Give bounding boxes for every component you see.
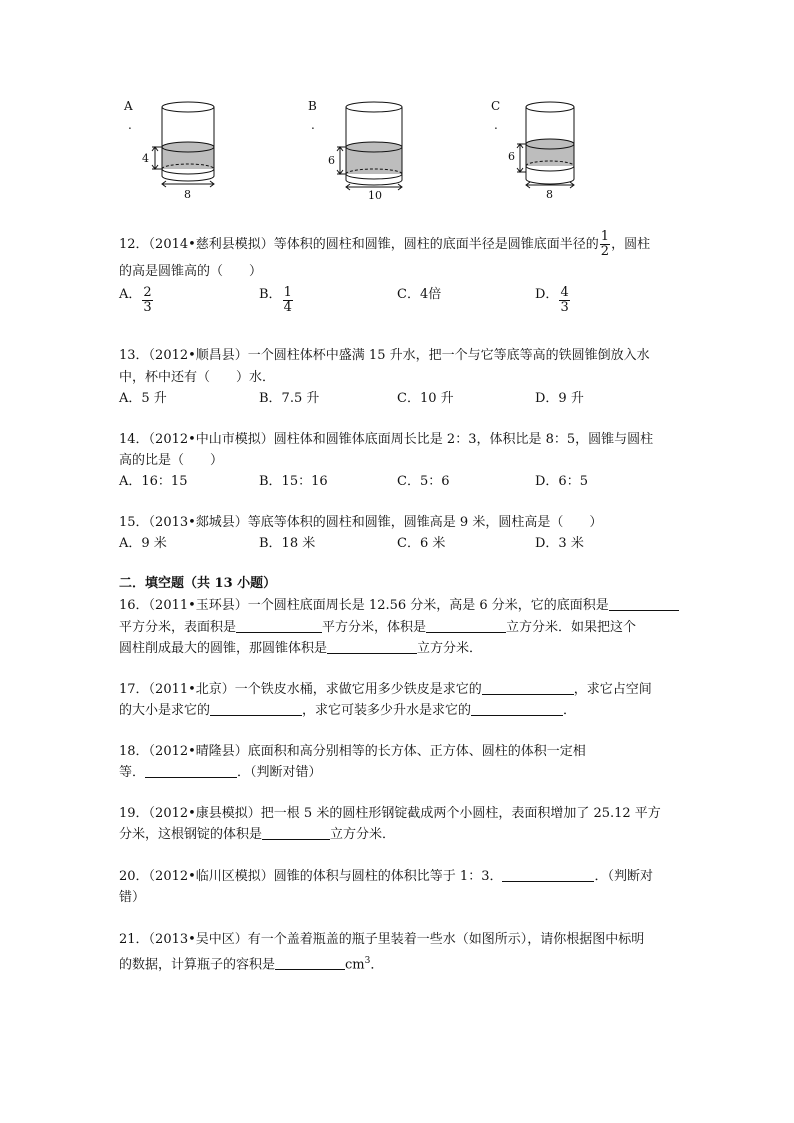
section-fill-in-title: 二．填空题（共 13 小题） (119, 576, 277, 591)
question-16-line-1: 16．（2011•玉环县）一个圆柱底面周长是 12.56 分米，高是 6 分米，它的底面积是 (119, 597, 679, 615)
question-14-line-2: 高的比是（ ） (119, 453, 224, 468)
figure-a-height-label: 4 (142, 152, 149, 165)
question-20-line-2: 错） (119, 890, 146, 905)
q15-option-b[interactable]: B．18 米 (259, 536, 316, 551)
q16-blank-3[interactable] (426, 619, 506, 633)
figure-a-width-label: 8 (184, 188, 191, 201)
question-13-line-2: 中，杯中还有（ ）水． (119, 370, 276, 385)
q14-option-a[interactable]: A．16：15 (119, 474, 188, 489)
q14-option-c[interactable]: C．5：6 (397, 474, 450, 489)
question-17-line-1: 17．（2011•北京）一个铁皮水桶，求做它用多少铁皮是求它的 ，求它占空间 (119, 682, 652, 697)
question-21-line-1: 21．（2013•吴中区）有一个盖着瓶盖的瓶子里装着一些水（如图所示），请你根据图中标明 (119, 932, 645, 947)
q17-blank-2[interactable] (210, 702, 302, 716)
q16-blank-4[interactable] (327, 640, 417, 654)
q17-blank-3[interactable] (471, 702, 563, 716)
question-18-line-1: 18．（2012•晴隆县）底面积和高分别相等的长方体、正方体、圆柱的体积一定相 (119, 744, 586, 759)
figure-b-dot: . (311, 118, 315, 132)
question-19-line-2: 分米，这根钢锭的体积是 立方分米． (119, 827, 396, 842)
figure-c-dot: . (494, 118, 498, 132)
question-12-line-1 (119, 230, 650, 259)
q17-blank-1[interactable] (482, 681, 574, 695)
q18-blank-1[interactable] (145, 764, 237, 778)
question-16-line-2: 平方分米，表面积是 平方分米，体积是 立方分米．如果把这个 (119, 620, 637, 635)
question-16-line-3: 圆柱削成最大的圆锥，那圆锥体积是 立方分米． (119, 641, 483, 656)
q20-blank-1[interactable] (502, 868, 594, 882)
q12-fraction: $\frac{1}{2}$ (600, 229, 610, 259)
q15-option-a[interactable]: A．9 米 (119, 536, 167, 551)
q13-option-a[interactable]: A．5 升 (119, 391, 167, 406)
q12-text-end: ，圆柱 (611, 237, 651, 252)
question-18-line-2: 等． ．（判断对错） (119, 765, 322, 780)
question-19-line-1: 19．（2012•康县模拟）把一根 5 米的圆柱形钢锭截成两个小圆柱，表面积增加了 25.12 平方 (119, 806, 661, 821)
question-15-line-1: 15．（2013•郯城县）等底等体积的圆柱和圆锥，圆锥高是 9 米，圆柱高是（ ） (119, 515, 603, 530)
q13-option-b[interactable]: B．7.5 升 (259, 391, 320, 406)
question-12-line-2: 的高是圆锥高的（ ） (119, 264, 263, 279)
figure-b-letter: B (308, 99, 317, 113)
q16-blank-1[interactable] (609, 597, 679, 611)
q12-option-d[interactable]: D． $\frac{4}{3}$ (535, 285, 569, 315)
q13-option-c[interactable]: C．10 升 (397, 391, 454, 406)
q12-option-c[interactable]: C．4倍 (397, 287, 442, 302)
q12-option-b[interactable]: B． $\frac{1}{4}$ (259, 285, 292, 315)
figure-a-dot: . (128, 118, 132, 132)
question-17-line-2: 的大小是求它的 ，求它可装多少升水是求它的 ． (119, 703, 577, 718)
q15-option-d[interactable]: D．3 米 (535, 536, 584, 551)
q12-text: 12．（2014•慈利县模拟）等体积的圆柱和圆锥，圆柱的底面半径是圆锥底面半径的 (119, 237, 599, 252)
figure-b-width-label: 10 (368, 189, 382, 202)
q19-blank-1[interactable] (262, 826, 330, 840)
question-14-line-1: 14．（2012•中山市模拟）圆柱体和圆锥体底面周长比是 2：3，体积比是 8：5，圆锥与圆柱 (119, 432, 654, 447)
question-13-line-1: 13．（2012•顺昌县）一个圆柱体杯中盛满 15 升水，把一个与它等底等高的铁圆锥倒放入水 (119, 348, 650, 363)
q14-option-d[interactable]: D．6：5 (535, 474, 588, 489)
question-21-line-2: 的数据，计算瓶子的容积是 $cm^3$． (119, 956, 384, 973)
question-20-line-1: 20．（2012•临川区模拟）圆锥的体积与圆柱的体积比等于 1：3． ．（判断对 (119, 869, 653, 884)
q14-option-b[interactable]: B．15：16 (259, 474, 328, 489)
figure-a-letter: A (124, 99, 133, 113)
q12-option-a[interactable]: A． $\frac{2}{3}$ (119, 285, 152, 315)
figure-c-height-label: 6 (508, 150, 515, 163)
q15-option-c[interactable]: C．6 米 (397, 536, 446, 551)
cylinder-figure-a (136, 96, 226, 206)
q16-blank-2[interactable] (236, 619, 322, 633)
q21-blank-1[interactable] (275, 956, 345, 970)
figure-c-width-label: 8 (546, 188, 553, 201)
figure-c-letter: C (491, 99, 501, 113)
figure-b-height-label: 6 (328, 154, 335, 167)
q13-option-d[interactable]: D．9 升 (535, 391, 584, 406)
